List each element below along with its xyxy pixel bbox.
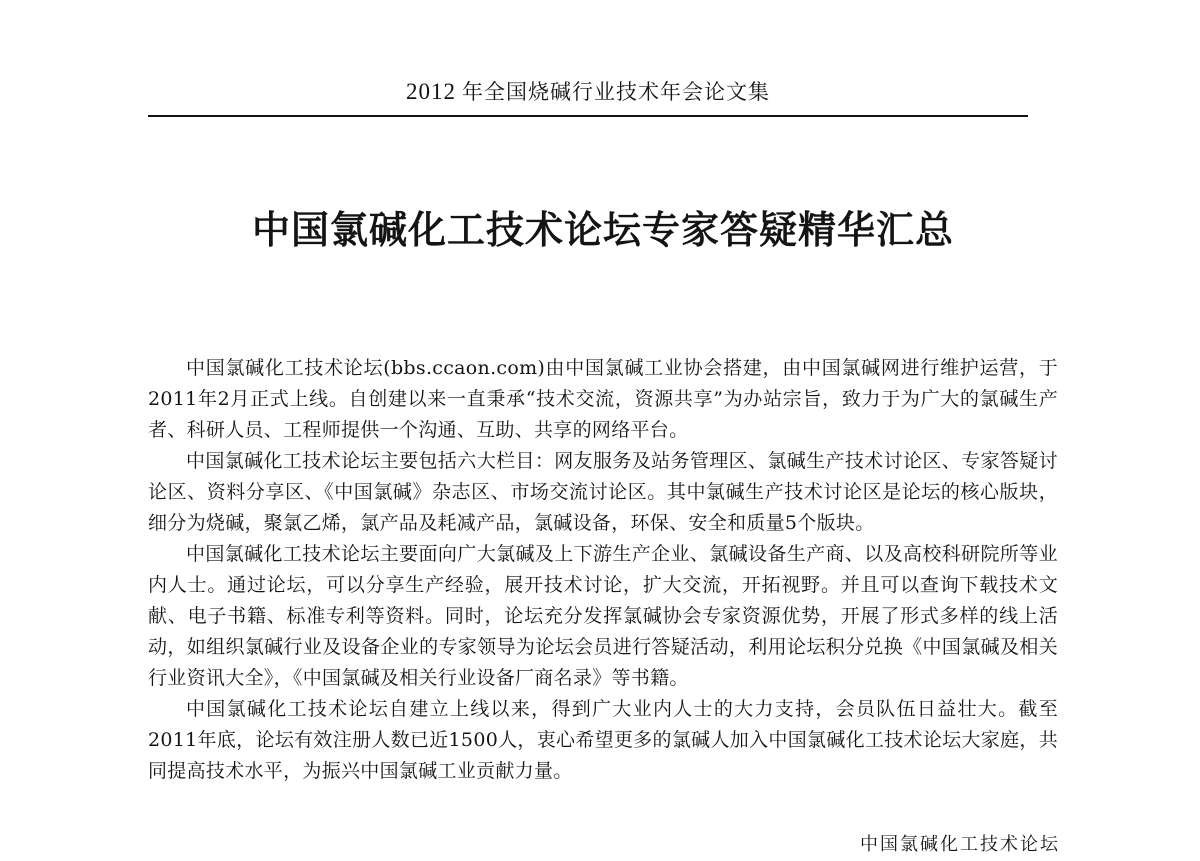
- paragraph: 中国氯碱化工技术论坛主要包括六大栏目：网友服务及站务管理区、氯碱生产技术讨论区、专家答疑讨论区、资料分享区、《中国氯碱》杂志区、市场交流讨论区。其中氯碱生产技术讨论区是论坛的核心版块，细分为烧碱，聚氯乙烯，氯产品及耗减产品，氯碱设备，环保、安全和质量5个版块。: [148, 450, 1058, 534]
- header-title: 年全国烧碱行业技术年会论文集: [462, 80, 770, 104]
- article-body: [148, 353, 1058, 787]
- footer-forum-name: 中国氯碱化工技术论坛: [860, 834, 1060, 855]
- header-year: 2012: [406, 79, 456, 104]
- running-header: [148, 72, 1028, 116]
- paragraph: 中国氯碱化工技术论坛主要面向广大氯碱及上下游生产企业、氯碱设备生产商、以及高校科研院所等业内人士。通过论坛，可以分享生产经验，展开技术讨论，扩大交流，开拓视野。并且可以查询下载技术文献、电子书籍、标准专利等资料。同时，论坛充分发挥氯碱协会专家资源优势，开展了形式多样的线上活动，如组织氯碱行业及设备企业的专家领导为论坛会员进行答疑活动，利用论坛积分兑换《中国氯碱及相关行业资讯大全》，《中国氯碱及相关行业设备厂商名录》等书籍。: [148, 543, 1058, 689]
- paragraph: 中国氯碱化工技术论坛自建立上线以来，得到广大业内人士的大力支持，会员队伍日益壮大。截至2011年底，论坛有效注册人数已近1500人，衷心希望更多的氯碱人加入中国氯碱化工技术论坛大家庭，共同提高技术水平，为振兴中国氯碱工业贡献力量。: [148, 698, 1058, 782]
- header-rule: [148, 115, 1028, 117]
- page-title: 中国氯碱化工技术论坛专家答疑精华汇总: [251, 208, 954, 252]
- paragraph: 中国氯碱化工技术论坛(bbs.ccaon.com)由中国氯碱工业协会搭建，由中国氯碱网进行维护运营，于2011年2月正式上线。自创建以来一直秉承“技术交流，资源共享”为办站宗旨，致力于为广大的氯碱生产者、科研人员、工程师提供一个沟通、互助、共享的网络平台。: [148, 357, 1058, 441]
